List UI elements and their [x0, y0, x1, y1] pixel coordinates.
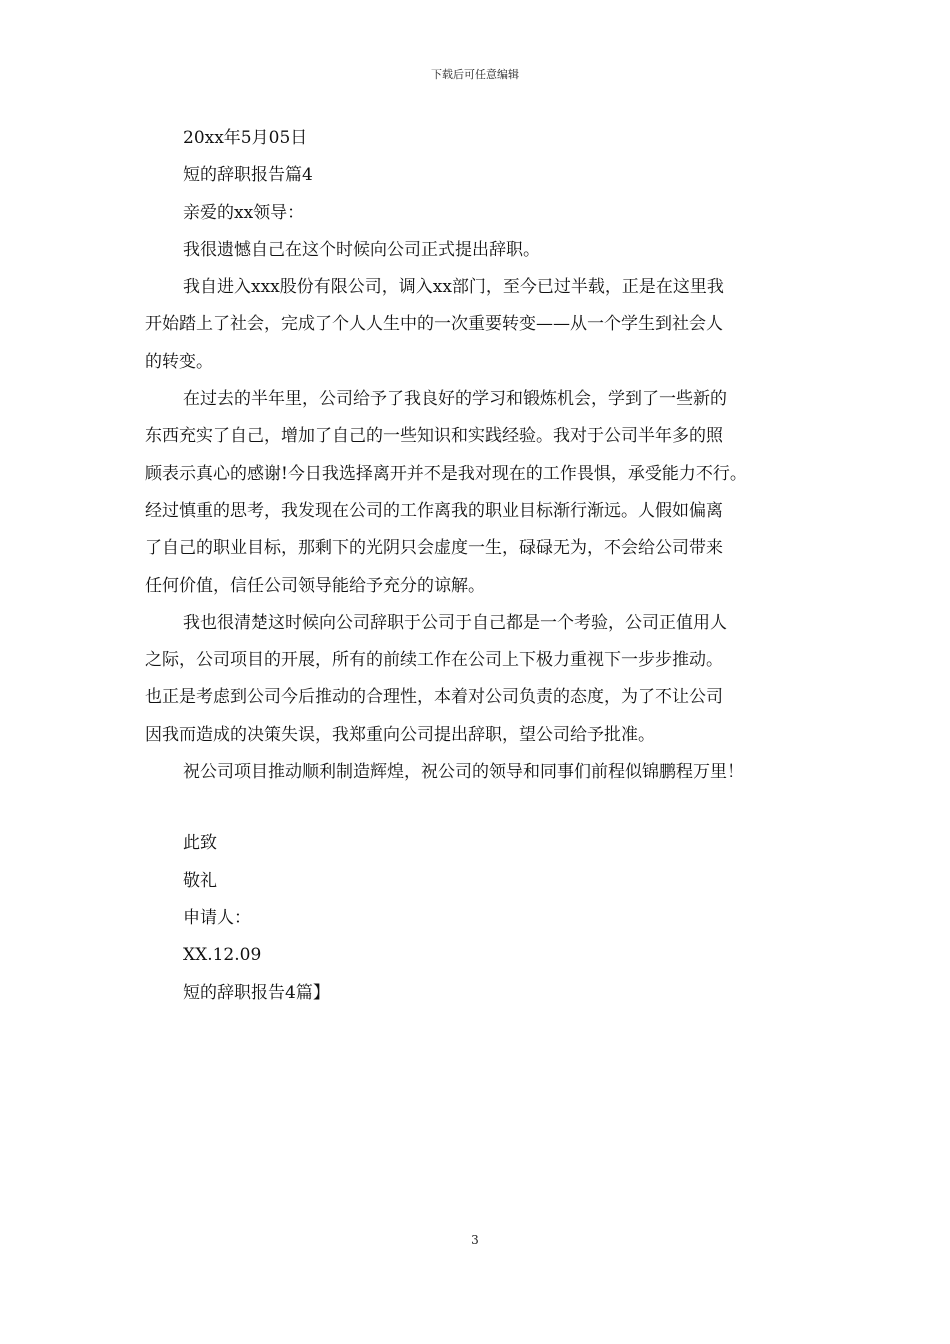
- paragraph-3-line: 因我而造成的决策失误，我郑重向公司提出辞职，望公司给予批准。: [145, 724, 655, 745]
- intro-paragraph: 我很遗憾自己在这个时候向公司正式提出辞职。: [183, 239, 540, 260]
- blank-gap: [145, 791, 815, 825]
- paragraph-2-line: 在过去的半年里，公司给予了我良好的学习和锻炼机会，学到了一些新的: [183, 389, 727, 410]
- section-title: 短的辞职报告篇4: [183, 165, 313, 186]
- document-body: [145, 120, 815, 1012]
- paragraph-2-line: 任何价值，信任公司领导能给予充分的谅解。: [145, 575, 485, 596]
- paragraph-2-line: 经过慎重的思考，我发现在公司的工作离我的职业目标渐行渐远。人假如偏离: [145, 500, 723, 521]
- paragraph-3-line: 也正是考虑到公司今后推动的合理性，本着对公司负责的态度，为了不让公司: [145, 687, 723, 708]
- closing-line-2: 敬礼: [183, 870, 217, 891]
- signature-date: XX.12.09: [183, 945, 262, 966]
- paragraph-3-line: 之际，公司项目的开展，所有的前续工作在公司上下极力重视下一步步推动。: [145, 650, 723, 671]
- paragraph-2-line: 东西充实了自己，增加了自己的一些知识和实践经验。我对于公司半年多的照: [145, 426, 723, 447]
- page-header-note: 下载后可任意编辑: [431, 68, 519, 81]
- page-number: 3: [471, 1233, 479, 1247]
- paragraph-1-line: 开始踏上了社会，完成了个人人生中的一次重要转变——从一个学生到社会人: [145, 314, 723, 335]
- closing-line-1: 此致: [183, 833, 217, 854]
- paragraph-3-line: 我也很清楚这时候向公司辞职于公司于自己都是一个考验，公司正值用人: [183, 612, 727, 633]
- paragraph-2-line: 顾表示真心的感谢!今日我选择离开并不是我对现在的工作畏惧，承受能力不行。: [145, 463, 747, 484]
- applicant-label: 申请人：: [183, 907, 251, 928]
- footer-title: 短的辞职报告4篇】: [183, 982, 330, 1003]
- salutation: 亲爱的xx领导：: [183, 202, 305, 223]
- paragraph-1-line: 的转变。: [145, 351, 213, 372]
- paragraph-2-line: 了自己的职业目标，那剩下的光阴只会虚度一生，碌碌无为，不会给公司带来: [145, 538, 723, 559]
- wishes-paragraph: 祝公司项目推动顺利制造辉煌，祝公司的领导和同事们前程似锦鹏程万里！: [183, 762, 744, 783]
- paragraph-1-line: 我自进入xxx股份有限公司，调入xx部门，至今已过半载，正是在这里我: [183, 277, 724, 298]
- document-date: 20xx年5月05日: [183, 128, 308, 148]
